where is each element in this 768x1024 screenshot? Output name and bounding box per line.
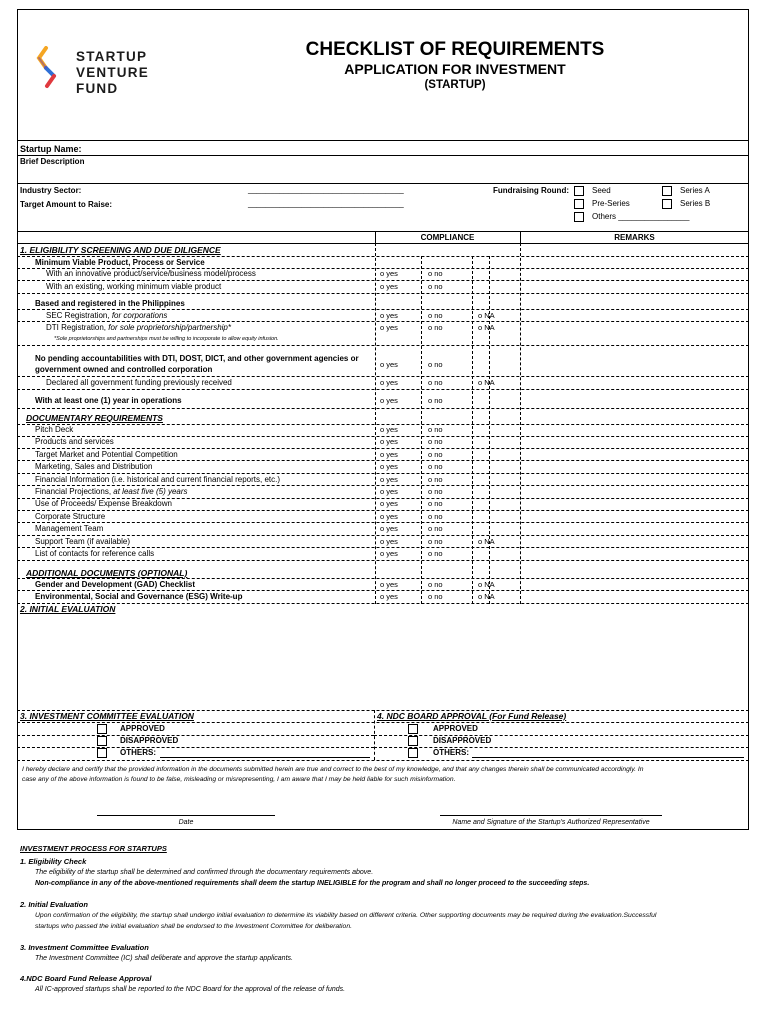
ndc-disapproved-checkbox[interactable] xyxy=(408,736,418,746)
sole-proprietorship-note: *Sole proprietorships and partnerships must be willing to incorporate to allow equity infusion. xyxy=(54,336,279,342)
series-a-checkbox[interactable] xyxy=(662,186,672,196)
additional-section-title: ADDITIONAL DOCUMENTS (OPTIONAL) xyxy=(26,568,188,578)
yes-option[interactable]: o yes xyxy=(380,449,398,459)
row-divider xyxy=(17,321,749,322)
committee-others-label: OTHERS: xyxy=(120,748,156,757)
row-divider xyxy=(17,603,749,604)
date-field[interactable] xyxy=(97,815,275,816)
process-step-1-title: 1. Eligibility Check xyxy=(20,857,87,866)
process-step-3-line-1: The Investment Committee (IC) shall deliberate and approve the startup applicants. xyxy=(35,955,293,962)
row-divider xyxy=(17,309,749,310)
logo-text-line-2: VENTURE xyxy=(76,65,149,80)
no-option[interactable]: o no xyxy=(428,378,443,387)
date-label: Date xyxy=(178,819,194,826)
documentary-item: Support Team (if available) xyxy=(35,536,131,546)
no-option[interactable]: o no xyxy=(428,323,443,332)
ndc-approved-checkbox[interactable] xyxy=(408,724,418,734)
documentary-item: Management Team xyxy=(35,524,104,534)
series-a-label: Series A xyxy=(680,186,710,195)
row-divider xyxy=(17,280,749,281)
eligibility-section-title: 1. ELIGIBILITY SCREENING AND DUE DILIGENCE xyxy=(20,245,221,255)
row-divider xyxy=(17,560,749,561)
no-option[interactable]: o no xyxy=(428,282,443,291)
yes-option[interactable]: o yes xyxy=(380,425,398,434)
others-label: Others ________________ xyxy=(592,212,690,221)
yes-option[interactable]: o yes xyxy=(380,311,398,320)
na-option[interactable]: o NA xyxy=(478,378,495,387)
process-step-1-line-1: The eligibility of the startup shall be determined and confirmed through the documentary requirements above. xyxy=(35,869,374,876)
mvp-title: Minimum Viable Product, Process or Service xyxy=(35,258,205,267)
industry-sector-label: Industry Sector: xyxy=(20,186,82,195)
documentary-item: Target Market and Potential Competition xyxy=(35,449,178,459)
yes-option[interactable]: o yes xyxy=(380,592,398,601)
declaration-line-2: case any of the above information is found to be false, misleading or misrepresenting, I am aware that I may be held liable for such misinformation. xyxy=(22,776,456,783)
row-divider xyxy=(17,408,749,409)
no-option[interactable]: o no xyxy=(428,437,443,447)
yes-option[interactable]: o yes xyxy=(380,269,398,278)
process-step-2-line-2: startups who passed the initial evaluation shall be endorsed to the Investment Committee for deliberation. xyxy=(35,923,352,930)
ndc-section-title: 4. NDC BOARD APPROVAL (For Fund Release) xyxy=(377,711,567,721)
yes-option[interactable]: o yes xyxy=(380,437,398,447)
documentary-item: Products and services xyxy=(35,437,114,447)
row-divider xyxy=(374,735,749,736)
committee-others-field[interactable] xyxy=(160,757,370,758)
brief-description-label: Brief Description xyxy=(20,157,85,166)
row-divider xyxy=(374,747,749,748)
signature-label: Name and Signature of the Startup's Authorized Representative xyxy=(452,819,650,826)
seed-label: Seed xyxy=(592,186,611,195)
mvp-item-1: With an innovative product/service/business model/process xyxy=(46,269,256,278)
process-step-4-title: 4.NDC Board Fund Release Approval xyxy=(20,974,152,983)
na-option[interactable]: o NA xyxy=(478,580,495,589)
yes-option[interactable]: o yes xyxy=(380,396,398,405)
others-checkbox[interactable] xyxy=(574,212,584,222)
page-title: CHECKLIST OF REQUIREMENTS xyxy=(305,39,605,60)
no-option[interactable]: o no xyxy=(428,449,443,459)
divider xyxy=(17,155,749,156)
industry-sector-field[interactable]: ___________________________________ xyxy=(248,185,404,194)
na-option[interactable]: o NA xyxy=(478,536,495,546)
series-b-label: Series B xyxy=(680,199,711,208)
pending-line-2: government owned and controlled corporation xyxy=(35,365,213,374)
committee-disapproved-label: DISAPPROVED xyxy=(120,736,179,745)
page-type: (STARTUP) xyxy=(424,79,486,91)
declared-funding: Declared all government funding previously received xyxy=(46,378,232,387)
no-option[interactable]: o no xyxy=(428,511,443,521)
no-option[interactable]: o no xyxy=(428,549,443,558)
page-subtitle: APPLICATION FOR INVESTMENT xyxy=(344,61,566,77)
process-title: INVESTMENT PROCESS FOR STARTUPS xyxy=(20,844,167,853)
committee-others-checkbox[interactable] xyxy=(97,748,107,758)
ndc-others-field[interactable] xyxy=(472,757,744,758)
process-step-1-line-2: Non-compliance in any of the above-mentioned requirements shall deem the startup INELIGIBLE for the program and shall no longer proceed to the succeeding steps. xyxy=(35,880,590,887)
yes-option[interactable]: o yes xyxy=(380,580,398,589)
logo-mark-icon xyxy=(34,46,64,92)
target-amount-label: Target Amount to Raise: xyxy=(20,200,113,209)
logo-text-line-1: STARTUP xyxy=(76,49,148,64)
row-divider xyxy=(17,256,749,257)
row-divider xyxy=(17,760,749,761)
no-option[interactable]: o no xyxy=(428,269,443,278)
process-step-2-title: 2. Initial Evaluation xyxy=(20,900,88,909)
row-divider xyxy=(17,345,749,346)
documentary-item: Marketing, Sales and Distribution xyxy=(35,462,153,472)
yes-option[interactable]: o yes xyxy=(380,378,398,387)
documentary-section-title: DOCUMENTARY REQUIREMENTS xyxy=(26,413,163,423)
pre-series-checkbox[interactable] xyxy=(574,199,584,209)
yes-option[interactable]: o yes xyxy=(380,536,398,546)
yes-option[interactable]: o yes xyxy=(380,282,398,291)
row-divider xyxy=(17,293,749,294)
yes-option[interactable]: o yes xyxy=(380,524,398,534)
pre-series-label: Pre-Series xyxy=(592,199,630,208)
process-step-3-title: 3. Investment Committee Evaluation xyxy=(20,943,149,952)
no-option[interactable]: o no xyxy=(428,311,443,320)
ndc-approved-label: APPROVED xyxy=(433,724,478,733)
documentary-item: List of contacts for reference calls xyxy=(35,549,155,558)
na-option[interactable]: o NA xyxy=(478,311,495,320)
initial-evaluation-area[interactable] xyxy=(20,616,746,708)
row-divider xyxy=(17,590,749,591)
yes-option[interactable]: o yes xyxy=(380,462,398,472)
signature-field[interactable] xyxy=(440,815,662,816)
no-option[interactable]: o no xyxy=(428,524,443,534)
committee-approved-checkbox[interactable] xyxy=(97,724,107,734)
row-divider xyxy=(17,389,749,390)
yes-option[interactable]: o yes xyxy=(380,549,398,558)
divider xyxy=(17,231,749,232)
registration-title: Based and registered in the Philippines xyxy=(35,299,185,308)
yes-option[interactable]: o yes xyxy=(380,511,398,521)
seed-checkbox[interactable] xyxy=(574,186,584,196)
ndc-disapproved-label: DISAPPROVED xyxy=(433,736,492,745)
committee-disapproved-checkbox[interactable] xyxy=(97,736,107,746)
mvp-item-2: With an existing, working minimum viable product xyxy=(46,282,222,291)
esg-writeup: Environmental, Social and Governance (ESG) Write-up xyxy=(35,592,243,601)
documentary-item: Corporate Structure xyxy=(35,511,106,521)
sec-registration: SEC Registration, for corporations xyxy=(46,311,168,320)
na-option[interactable]: o NA xyxy=(478,323,495,332)
process-step-2-line-1: Upon confirmation of the eligibility, the startup shall undergo initial evaluation to determine its viability based on different criteria. Other supporting documents may be required during the evaluation.Successful xyxy=(35,912,657,919)
row-divider xyxy=(17,578,749,579)
no-option[interactable]: o no xyxy=(428,360,443,369)
documentary-item: Financial Projections, at least five (5) years xyxy=(35,487,188,496)
no-option[interactable]: o no xyxy=(428,592,443,601)
committee-approved-label: APPROVED xyxy=(120,724,165,733)
pending-line-1: No pending accountabilities with DTI, DOST, DICT, and other government agencies or xyxy=(35,354,359,363)
declaration-line-1: I hereby declare and certify that the provided information in the documents submitted herein are true and correct to the best of my knowledge, and that any changes therein shall be communicated accordingly. In xyxy=(22,766,644,773)
divider xyxy=(17,183,749,184)
row-divider xyxy=(17,722,749,723)
na-option[interactable]: o NA xyxy=(478,592,495,601)
ndc-others-checkbox[interactable] xyxy=(408,748,418,758)
documentary-item: Use of Proceeds/ Expense Breakdown xyxy=(35,499,172,509)
yes-option[interactable]: o yes xyxy=(380,360,398,369)
no-option[interactable]: o no xyxy=(428,396,443,405)
compliance-header: COMPLIANCE xyxy=(420,233,475,242)
committee-section-title: 3. INVESTMENT COMMITTEE EVALUATION xyxy=(20,711,194,721)
yes-option[interactable]: o yes xyxy=(380,474,398,484)
documentary-item: Financial Information (i.e. historical and current financial reports, etc.) xyxy=(35,474,280,484)
documentary-item: Pitch Deck xyxy=(35,425,74,434)
initial-evaluation-title: 2. INITIAL EVALUATION xyxy=(20,604,116,614)
series-b-checkbox[interactable] xyxy=(662,199,672,209)
no-option[interactable]: o no xyxy=(428,425,443,434)
dti-registration: DTI Registration, for sole proprietorship/partnership* xyxy=(46,323,231,332)
logo-text-line-3: FUND xyxy=(76,81,119,96)
yes-option[interactable]: o yes xyxy=(380,487,398,496)
remarks-header: REMARKS xyxy=(614,233,655,242)
row-divider xyxy=(17,376,749,377)
target-amount-field[interactable]: ___________________________________ xyxy=(248,199,404,208)
no-option[interactable]: o no xyxy=(428,462,443,472)
fundraising-round-label: Fundraising Round: xyxy=(493,186,569,195)
startup-name-label: Startup Name: xyxy=(20,144,82,154)
row-divider xyxy=(17,747,374,748)
process-step-4-line-1: All IC-approved startups shall be reported to the NDC Board for the approval of the release of funds. xyxy=(35,986,346,993)
header-divider xyxy=(17,140,749,141)
ndc-others-label: OTHERS: xyxy=(433,748,469,757)
no-option[interactable]: o no xyxy=(428,487,443,496)
yes-option[interactable]: o yes xyxy=(380,499,398,509)
gad-checklist: Gender and Development (GAD) Checklist xyxy=(35,580,196,589)
divider xyxy=(17,243,749,244)
row-divider xyxy=(17,735,374,736)
no-option[interactable]: o no xyxy=(428,499,443,509)
no-option[interactable]: o no xyxy=(428,474,443,484)
yes-option[interactable]: o yes xyxy=(380,323,398,332)
no-option[interactable]: o no xyxy=(428,536,443,546)
one-year-operations: With at least one (1) year in operations xyxy=(35,396,182,405)
no-option[interactable]: o no xyxy=(428,580,443,589)
